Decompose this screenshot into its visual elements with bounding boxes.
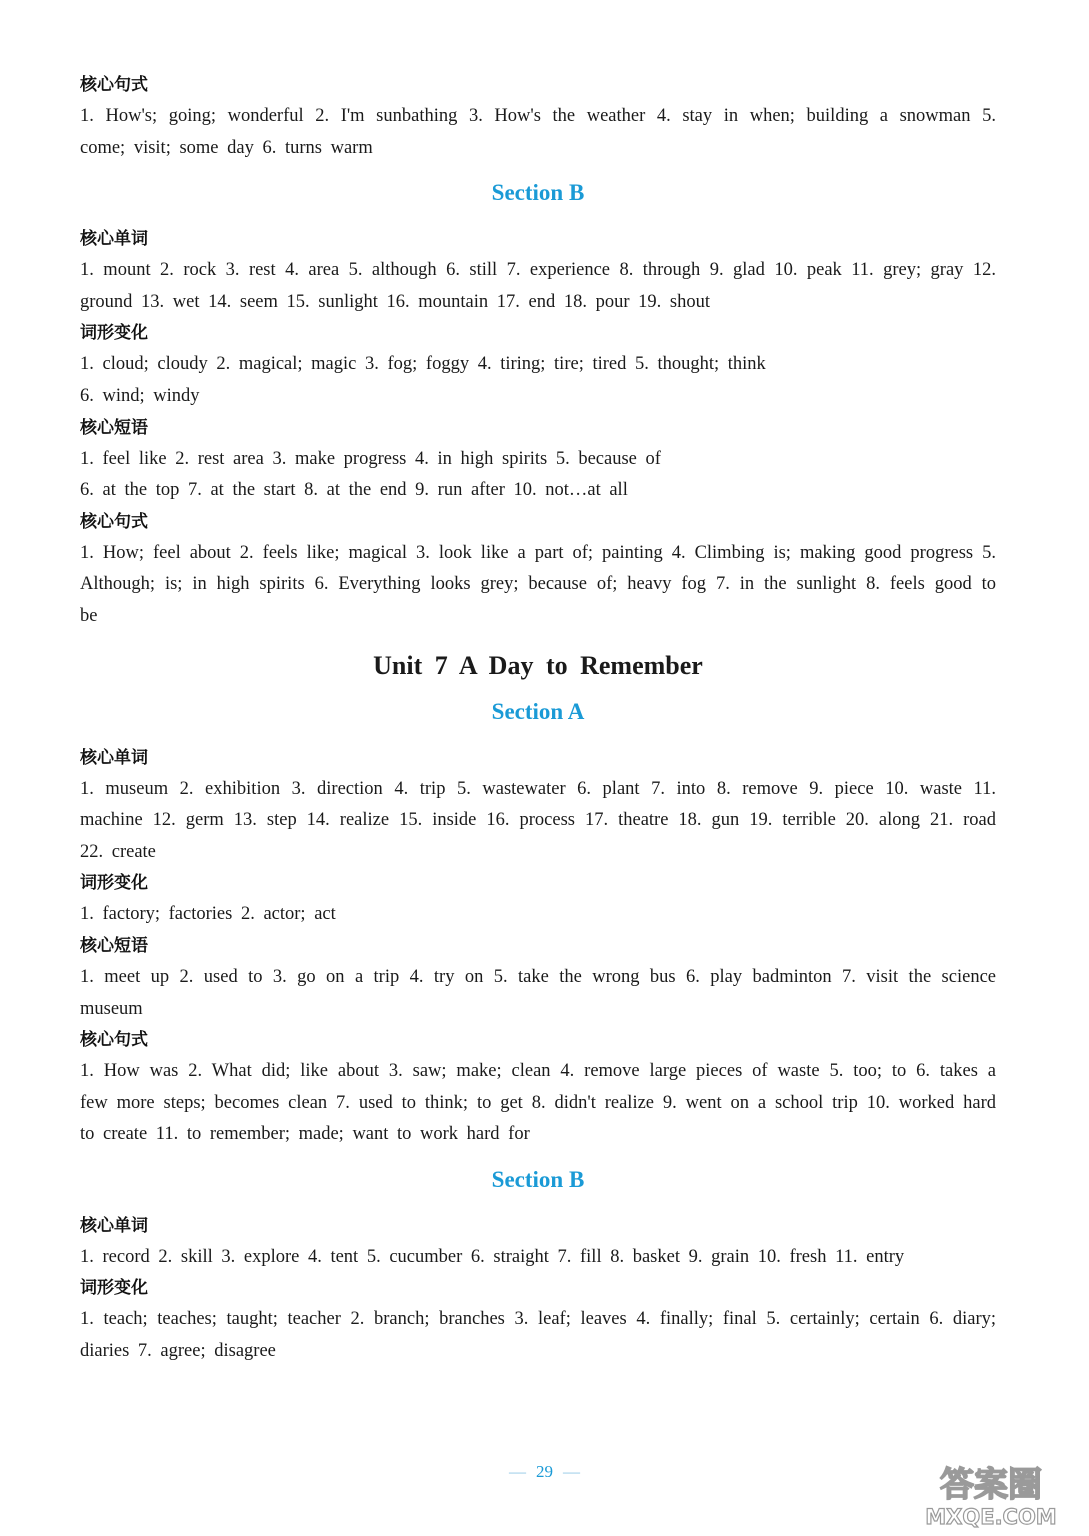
subheading-label: 核心句式 [80,1030,148,1051]
page-number-dash-left: — [509,1462,526,1481]
watermark-logo [901,1460,1081,1530]
answer-page [80,70,996,1368]
subheading-label: 核心句式 [80,75,148,95]
answer-paragraph: 1. How; feel about 2. feels like; magical 3. look like a part of; painting 4. Climbing is; making good progress 5. Although; is; in high spirits 6. Everything looks grey; because of; heavy fog 7. in the sunlight 8. feels good to be [80,542,996,626]
subheading-label: 核心短语 [80,417,148,438]
section-title: Section A [491,698,585,724]
watermark-top-text: 答案圈 [940,1465,1042,1505]
subheading-label: 核心句式 [80,511,148,532]
subheading-label: 词形变化 [80,323,148,344]
subheading-label: 词形变化 [80,873,148,894]
answer-paragraph: 1. mount 2. rock 3. rest 4. area 5. although 6. still 7. experience 8. through 9. glad 10. peak 11. grey; gray 12. ground 13. wet 14. seem 15. sunlight 16. mountain 17. end 18. pour 19. shout [80,260,996,312]
unit-title: Unit 7 A Day to Remember [373,650,703,680]
answer-paragraph: 1. How was 2. What did; like about 3. saw; make; clean 4. remove large pieces of waste 5. too; to 6. takes a few more steps; becomes clean 7. used to think; to get 8. didn't realize 9. went on a school trip 10. worked hard to create 11. to remember; made; want to work hard for [80,1061,996,1145]
answer-paragraph: 1. museum 2. exhibition 3. direction 4. trip 5. wastewater 6. plant 7. into 8. remove 9. piece 10. waste 11. machine 12. germ 13. step 14. realize 15. inside 16. process 17. theatre 18. gun 19. terrible 20. along 21. road 22. create [80,778,996,862]
answer-paragraph: 1. factory; factories 2. actor; act [80,904,336,925]
answer-paragraph: 1. cloud; cloudy 2. magical; magic 3. fog; foggy 4. tiring; tire; tired 5. thought; think [80,354,766,375]
section-title: Section B [491,180,585,206]
subheading-label: 词形变化 [80,1278,148,1299]
page-number-dash-right: — [563,1462,580,1481]
answer-paragraph: 1. meet up 2. used to 3. go on a trip 4. try on 5. take the wrong bus 6. play badminton 7. visit the science museum [80,966,996,1019]
answer-paragraph: 6. at the top 7. at the start 8. at the end 9. run after 10. not…at all [80,480,628,501]
subheading-label: 核心短语 [80,935,148,956]
subheading-label: 核心单词 [80,1215,148,1236]
subheading-label: 核心单词 [80,747,148,768]
answer-paragraph: 1. How's; going; wonderful 2. I'm sunbathing 3. How's the weather 4. stay in when; building a snowman 5. come; visit; some day 6. turns warm [80,106,996,158]
page-number-value: 29 [536,1462,553,1481]
answer-paragraph: 1. feel like 2. rest area 3. make progress 4. in high spirits 5. because of [80,448,661,469]
section-title: Section B [491,1166,585,1192]
answer-paragraph: 1. record 2. skill 3. explore 4. tent 5. cucumber 6. straight 7. fill 8. basket 9. grain 10. fresh 11. entry [80,1246,905,1267]
answer-paragraph: 6. wind; windy [80,385,200,406]
answer-paragraph: 1. teach; teaches; taught; teacher 2. branch; branches 3. leaf; leaves 4. finally; final 5. certainly; certain 6. diary; diaries 7. agree; disagree [80,1309,996,1362]
subheading-label: 核心单词 [80,229,148,250]
watermark-bottom-text: MXQE.COM [925,1505,1057,1529]
